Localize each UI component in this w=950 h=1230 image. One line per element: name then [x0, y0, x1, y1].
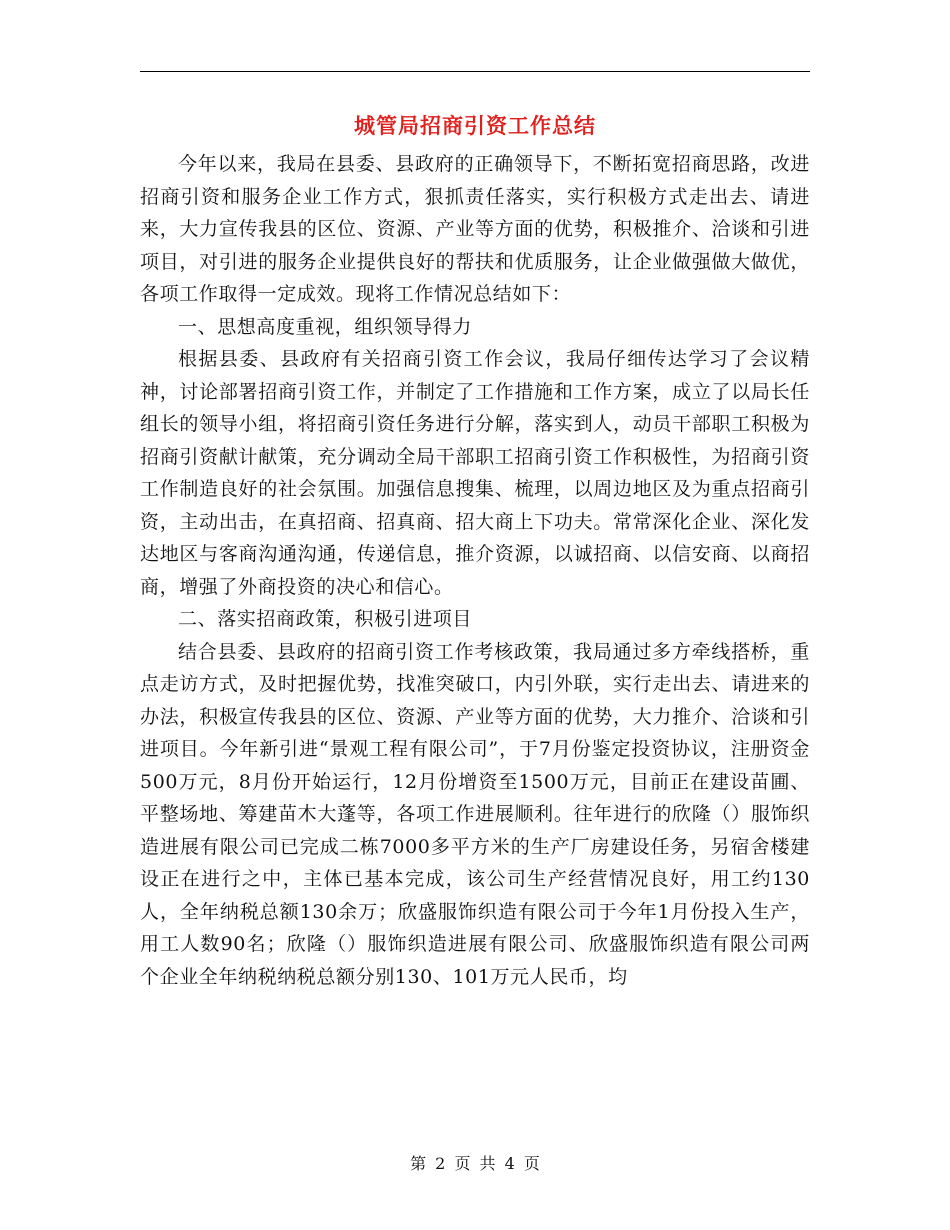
document-body — [140, 148, 810, 993]
page-number-footer: 第 2 页 共 4 页 — [410, 1154, 540, 1173]
section-heading-1: 一、思想高度重视，组织领导得力 — [178, 315, 473, 338]
section-1-paragraph: 根据县委、县政府有关招商引资工作会议，我局仔细传达学习了会议精神，讨论部署招商引资工作，并制定了工作措施和工作方案，成立了以局长任组长的领导小组，将招商引资任务进行分解，落实到人，动员干部职工积极为招商引资献计献策，充分调动全局干部职工招商引资工作积极性，为招商引资工作制造良好的社会氛围。加强信息搜集、梳理，以周边地区及为重点招商引资，主动出击，在真招商、招真商、招大商上下功夫。常常深化企业、深化发达地区与客商沟通沟通，传递信息，推介资源，以诚招商、以信安商、以商招商，增强了外商投资的决心和信心。 — [140, 348, 810, 598]
section-heading-2: 二、落实招商政策，积极引进项目 — [178, 608, 473, 630]
intro-paragraph: 今年以来，我局在县委、县政府的正确领导下，不断拓宽招商思路，改进招商引资和服务企业工作方式，狠抓责任落实，实行积极方式走出去、请进来，大力宣传我县的区位、资源、产业等方面的优势，积极推介、洽谈和引进项目，对引进的服务企业提供良好的帮扶和优质服务，让企业做强做大做优，各项工作取得一定成效。现将工作情况总结如下： — [140, 153, 810, 305]
section-2-paragraph: 结合县委、县政府的招商引资工作考核政策，我局通过多方牵线搭桥，重点走访方式，及时把握优势，找准突破口，内引外联，实行走出去、请进来的办法，积极宣传我县的区位、资源、产业等方面的优势，大力推介、洽谈和引进项目。今年新引进“景观工程有限公司”，于7月份鉴定投资协议，注册资金500万元，8月份开始运行，12月份增资至1500万元，目前正在建设苗圃、平整场地、筹建苗木大蓬等，各项工作进展顺利。往年进行的欣隆（）服饰织造进展有限公司已完成二栋7000多平方米的生产厂房建设任务，另宿舍楼建设正在进行之中，主体已基本完成，该公司生产经营情况良好，用工约130人，全年纳税总额130余万；欣盛服饰织造有限公司于今年1月份投入生产，用工人数90名；欣隆（）服饰织造进展有限公司、欣盛服饰织造有限公司两个企业全年纳税纳税总额分别130、101万元人民币，均 — [140, 640, 810, 988]
header-rule — [140, 71, 810, 72]
document-title: 城管局招商引资工作总结 — [354, 113, 596, 138]
